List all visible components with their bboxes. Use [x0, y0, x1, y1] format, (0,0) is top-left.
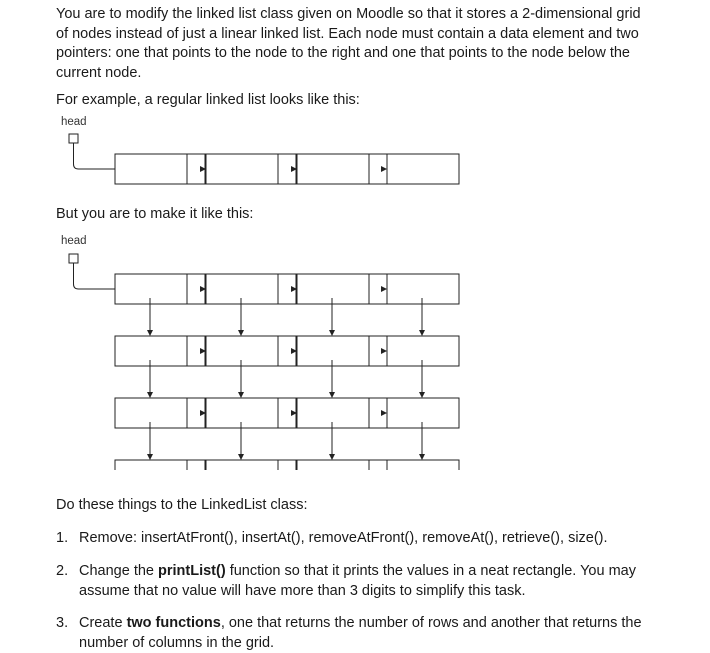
- list-node: [297, 336, 369, 366]
- head-label: head: [61, 116, 87, 128]
- down-arrow-head: [238, 392, 244, 398]
- list-node: [115, 274, 187, 304]
- bold-phrase: two functions: [126, 615, 221, 631]
- list-node: [297, 154, 369, 184]
- next-pointer-cell: [187, 460, 205, 470]
- list-number: 2.: [56, 563, 69, 579]
- tasks-intro: Do these things to the LinkedList class:: [56, 497, 308, 513]
- down-arrow-head: [238, 454, 244, 460]
- down-arrow-head: [147, 330, 153, 336]
- head-connector-line: [74, 143, 116, 169]
- list-node: [115, 154, 187, 184]
- list-text: Change the printList() function so that it prints the values in a neat rectangle. You may assume that no value will have more than 3 digits to simplify this task.: [79, 563, 636, 599]
- list-number: 3.: [56, 615, 69, 631]
- list-node: [206, 274, 278, 304]
- list-node: [387, 336, 459, 366]
- head-connector-line: [74, 263, 116, 289]
- next-pointer-cell: [369, 460, 387, 470]
- down-arrow-head: [419, 330, 425, 336]
- list-node: [206, 460, 278, 470]
- list-node: [115, 336, 187, 366]
- head-pointer-box: [69, 134, 78, 143]
- down-arrow-head: [147, 454, 153, 460]
- down-arrow-head: [329, 330, 335, 336]
- grid-list-diagram: [0, 250, 710, 470]
- list-node: [115, 398, 187, 428]
- list-node: [387, 460, 459, 470]
- list-node: [115, 460, 187, 470]
- list-node: [387, 398, 459, 428]
- list-text: Remove: insertAtFront(), insertAt(), removeAtFront(), removeAt(), retrieve(), size().: [79, 530, 608, 546]
- intro-paragraph: You are to modify the linked list class given on Moodle so that it stores a 2-dimensional grid of nodes instead of just a linear linked list. Each node must contain a data element and two pointers: one that points to the node to the right and one that points to the node below the current node.: [56, 6, 641, 81]
- list-node: [206, 154, 278, 184]
- head-label: head: [61, 235, 87, 247]
- down-arrow-head: [419, 392, 425, 398]
- down-arrow-head: [147, 392, 153, 398]
- down-arrow-head: [238, 330, 244, 336]
- grid-intro: But you are to make it like this:: [56, 206, 254, 222]
- linear-list-diagram: [0, 130, 710, 200]
- next-pointer-cell: [278, 460, 296, 470]
- list-node: [297, 274, 369, 304]
- list-text: Create two functions, one that returns the number of rows and another that returns the number of columns in the grid.: [79, 615, 642, 651]
- example-intro: For example, a regular linked list looks like this:: [56, 92, 360, 108]
- down-arrow-head: [329, 392, 335, 398]
- list-node: [206, 336, 278, 366]
- function-name: printList(): [158, 563, 226, 579]
- head-pointer-box: [69, 254, 78, 263]
- list-node: [297, 398, 369, 428]
- down-arrow-head: [329, 454, 335, 460]
- list-node: [387, 154, 459, 184]
- down-arrow-head: [419, 454, 425, 460]
- list-node: [206, 398, 278, 428]
- list-node: [387, 274, 459, 304]
- list-number: 1.: [56, 530, 69, 546]
- list-node: [297, 460, 369, 470]
